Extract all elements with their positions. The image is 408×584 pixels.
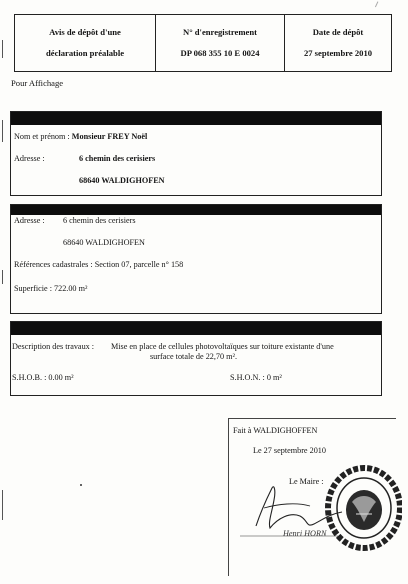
signature-name: Henri HORN bbox=[283, 529, 327, 538]
applicant-address-line1: 6 chemin des cerisiers bbox=[79, 154, 156, 163]
applicant-address-label: Adresse : bbox=[14, 154, 45, 163]
works-desc-line2: surface totale de 22,70 m². bbox=[150, 352, 238, 361]
mairie-stamp bbox=[322, 462, 402, 552]
site-surface: Superficie : 722.00 m² bbox=[14, 284, 88, 293]
scan-mark bbox=[2, 40, 3, 58]
works-desc-line1: Mise en place de cellules photovoltaïques sur toiture existante d'une bbox=[111, 342, 334, 351]
section-header-bar bbox=[11, 322, 381, 335]
applicant-section bbox=[10, 111, 382, 196]
header-date-cell bbox=[285, 15, 391, 71]
works-section bbox=[10, 321, 382, 396]
works-shob: S.H.O.B. : 0.00 m² bbox=[12, 373, 74, 382]
header-notice-cell bbox=[15, 15, 156, 71]
site-section bbox=[10, 204, 382, 314]
site-address-line2: 68640 WALDIGHOFEN bbox=[63, 238, 145, 247]
scan-mark bbox=[2, 270, 3, 284]
signature-date: Le 27 septembre 2010 bbox=[253, 446, 326, 455]
works-shon: S.H.O.N. : 0 m² bbox=[230, 373, 282, 382]
applicant-name-label: Nom et prénom : bbox=[14, 132, 70, 141]
section-header-bar bbox=[11, 205, 381, 215]
signature-role: Le Maire : bbox=[289, 477, 324, 486]
affichage-label: Pour Affichage bbox=[11, 78, 64, 88]
signature-place: Fait à WALDIGHOFFEN bbox=[233, 426, 318, 435]
section-header-bar bbox=[11, 112, 381, 125]
header-registration-label: N° d'enregistrement bbox=[182, 27, 257, 37]
site-cadastral: Références cadastrales : Section 07, parcelle n° 158 bbox=[14, 260, 184, 269]
scan-mark bbox=[2, 490, 3, 520]
applicant-name-row bbox=[14, 132, 147, 141]
site-address-label: Adresse : bbox=[14, 216, 45, 225]
header-date-label: Date de dépôt bbox=[312, 27, 364, 37]
works-desc-label: Description des travaux : bbox=[12, 342, 95, 351]
scan-mark-corner bbox=[375, 1, 381, 8]
scan-mark bbox=[2, 120, 3, 142]
scan-dot bbox=[80, 484, 82, 486]
header-notice-line2: déclaration préalable bbox=[45, 48, 125, 58]
header-registration-cell bbox=[156, 15, 285, 71]
header-notice-line1: Avis de dépôt d'une bbox=[49, 27, 121, 37]
site-address-line1: 6 chemin des cerisiers bbox=[63, 216, 136, 225]
applicant-address-line2: 68640 WALDIGHOFEN bbox=[79, 176, 165, 185]
header-table bbox=[14, 14, 392, 72]
header-registration-number: DP 068 355 10 E 0024 bbox=[180, 48, 260, 58]
applicant-name-value: Monsieur FREY Noël bbox=[71, 132, 148, 141]
header-date-value: 27 septembre 2010 bbox=[303, 48, 373, 58]
